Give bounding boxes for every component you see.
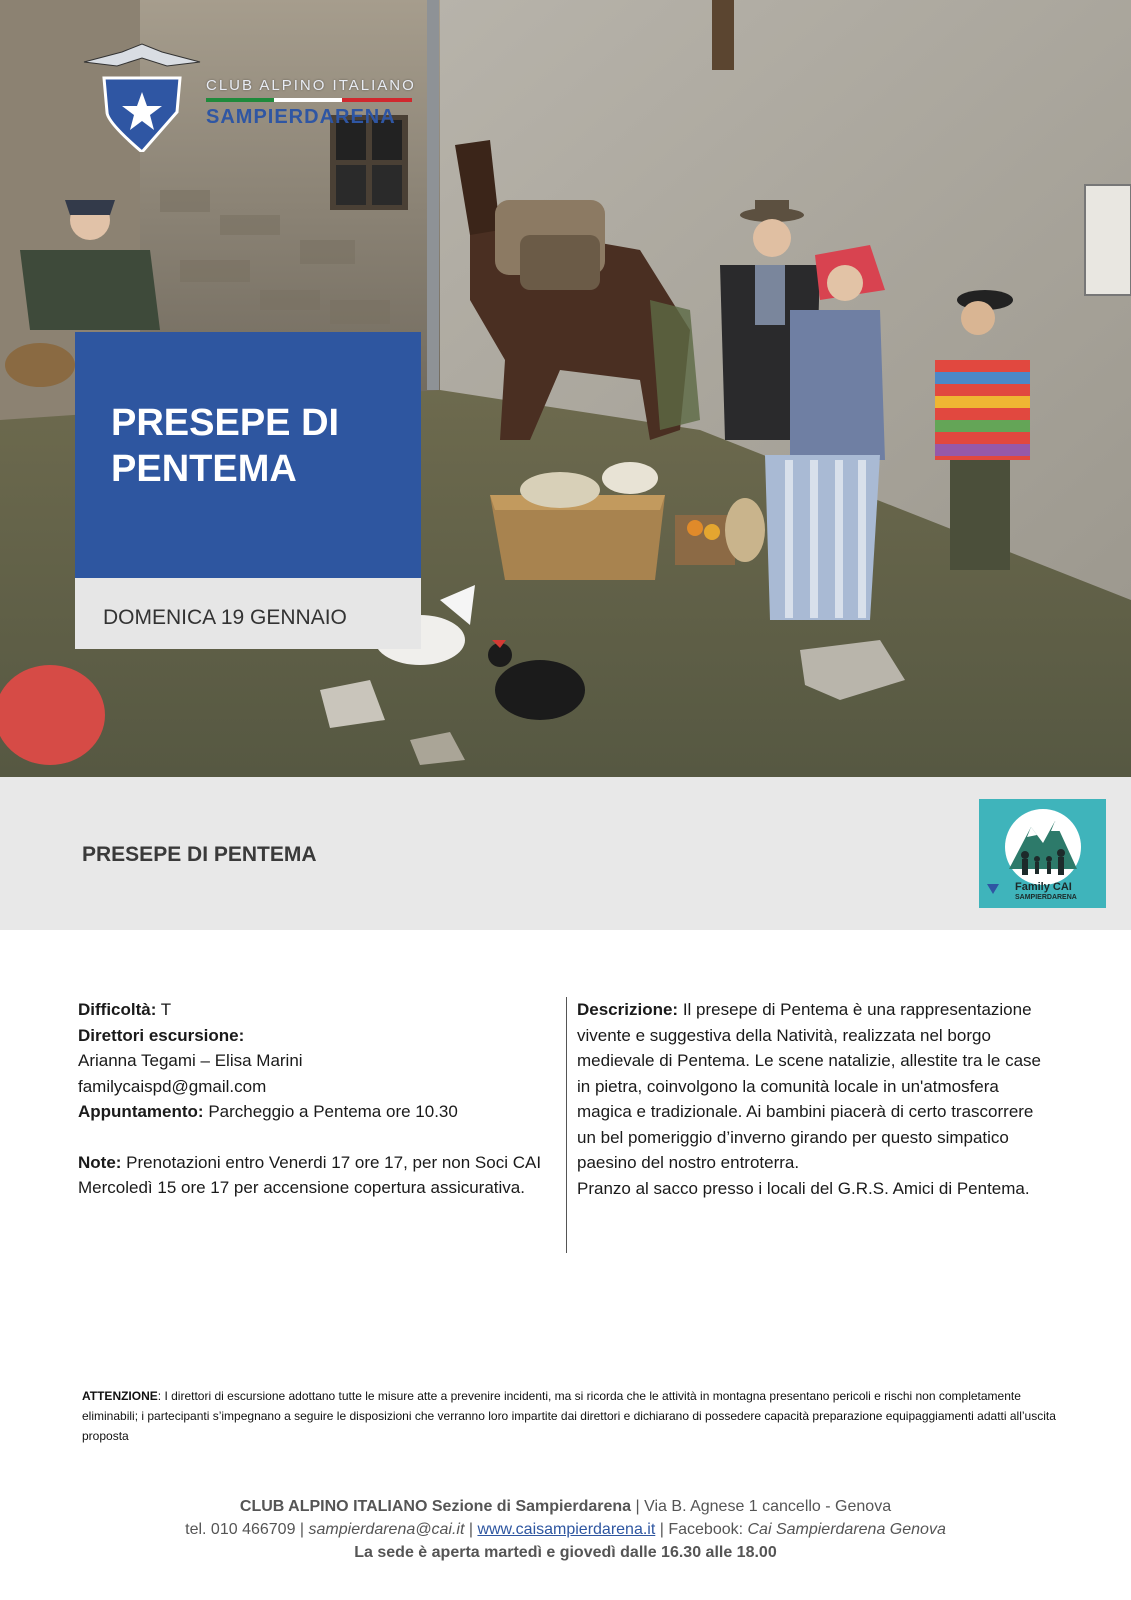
band-title: PRESEPE DI PENTEMA xyxy=(82,843,317,866)
footer-facebook-value: Cai Sampierdarena Genova xyxy=(747,1521,946,1538)
event-title: PRESEPE DI PENTEMA xyxy=(111,402,340,490)
notes-value: Prenotazioni entro Venerdi 17 ore 17, per non Soci CAI Mercoledì 15 ore 17 per accensione copertura assicurativa. xyxy=(78,1152,542,1197)
cai-logo xyxy=(82,42,422,152)
notes-line xyxy=(78,1150,558,1201)
event-date-box xyxy=(75,578,421,649)
difficulty-label: Difficoltà: xyxy=(78,1000,157,1019)
meeting-value: Parcheggio a Pentema ore 10.30 xyxy=(203,1102,458,1121)
title-band xyxy=(0,777,1131,930)
cai-badge-icon xyxy=(82,42,202,152)
logo-org-text: CLUB ALPINO ITALIANO xyxy=(206,77,416,94)
family-cai-logo xyxy=(979,799,1106,908)
meeting-line xyxy=(78,1099,558,1125)
attention-label: ATTENZIONE xyxy=(82,1389,158,1403)
lunch-info: Pranzo al sacco presso i locali del G.R.S. Amici di Pentema. xyxy=(577,1178,1030,1198)
attention-notice xyxy=(82,1386,1062,1446)
column-divider xyxy=(566,997,567,1253)
meeting-label: Appuntamento: xyxy=(78,1102,204,1121)
difficulty-line xyxy=(78,997,558,1023)
footer-separator: | xyxy=(655,1521,669,1538)
footer-email-link[interactable]: sampierdarena@cai.it xyxy=(308,1521,465,1538)
footer-hours: La sede è aperta martedì e giovedì dalle 16.30 alle 18.00 xyxy=(354,1544,777,1561)
directors-label: Direttori escursione: xyxy=(78,1025,245,1045)
footer-website-link[interactable]: www.caisampierdarena.it xyxy=(477,1521,656,1538)
footer-line-1 xyxy=(0,1495,1131,1518)
logo-section-text: SAMPIERDARENA xyxy=(206,106,396,128)
hero-photo xyxy=(0,0,1131,777)
family-logo-text: Family CAI xyxy=(1015,881,1072,893)
difficulty-value: T xyxy=(156,1000,172,1019)
family-logo-subtext: SAMPIERDARENA xyxy=(1015,894,1077,901)
description-text xyxy=(577,997,1047,1176)
description-label: Descrizione: xyxy=(577,1000,679,1019)
footer-org: CLUB ALPINO ITALIANO Sezione di Sampierdarena xyxy=(239,1498,632,1515)
footer-separator: | xyxy=(464,1521,478,1538)
footer-facebook-label: Facebook: xyxy=(668,1521,748,1538)
footer-address: Via B. Agnese 1 cancello - Genova xyxy=(644,1498,892,1515)
description-body: Il presepe di Pentema è una rappresentazione vivente e suggestiva della Natività, realizzata nel borgo medievale di Pentema. Le scene natalizie, allestite tra le case in pietra, coinvolgono la comunità locale in un'atmosfera magica e tradizionale. Ai bambini piacerà di certo trascorrere un bel pomeriggio d’inverno girando per questo simpatico paesino del nostro entroterra. xyxy=(577,1000,1041,1172)
footer-phone: tel. 010 466709 xyxy=(185,1521,296,1538)
description-column xyxy=(577,997,1047,1201)
attention-text: : I direttori di escursione adottano tutte le misure atte a prevenire incidenti, ma si ricorda che le attività in montagna presentano pericoli e rischi non completamente eliminabili; i partecipanti s’impegnano a seguire le disposizioni che verranno loro impartite dai direttori e dichiarano di possedere capacità preparazione equipaggiamenti adatti all’uscita proposta xyxy=(82,1389,1056,1443)
footer-line-2 xyxy=(0,1518,1131,1541)
footer-separator: | xyxy=(295,1521,309,1538)
logo-tricolore-stripe xyxy=(206,98,412,102)
notes-label: Note: xyxy=(78,1152,122,1172)
directors-email: familycaispd@gmail.com xyxy=(78,1076,267,1096)
details-column xyxy=(78,997,558,1201)
directors-names: Arianna Tegami – Elisa Marini xyxy=(78,1051,303,1070)
event-title-box xyxy=(75,332,421,578)
event-date: DOMENICA 19 GENNAIO xyxy=(103,606,347,629)
footer xyxy=(0,1495,1131,1564)
footer-separator: | xyxy=(631,1498,645,1515)
